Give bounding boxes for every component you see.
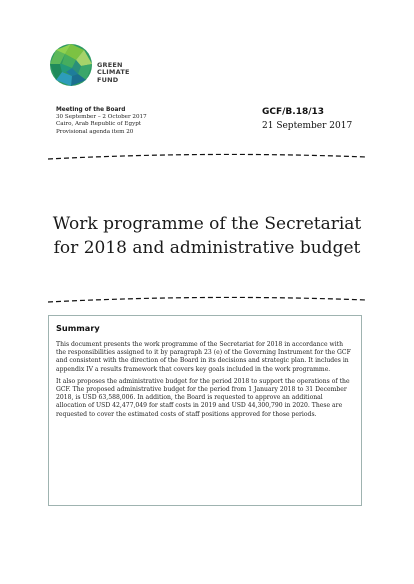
document-title (40, 212, 374, 260)
meeting-location: Cairo, Arab Republic of Egypt (56, 121, 142, 128)
meeting-agenda-item: Provisional agenda item 20 (56, 128, 134, 135)
meeting-title: Meeting of the Board (56, 107, 126, 113)
summary-box (48, 315, 362, 506)
logo-wordmark (97, 62, 130, 84)
meeting-info (56, 107, 147, 136)
gcf-logo (48, 42, 158, 94)
globe-logo-icon (48, 42, 94, 88)
meeting-dates: 30 September – 2 October 2017 (56, 114, 147, 121)
document-date: 21 September 2017 (262, 121, 353, 131)
summary-paragraph-2: It also proposes the administrative budget for the period 2018 to support the operations of the GCF. The proposed administrative budget for the period from 1 January 2018 to 31 December 2018, is USD 63,588,006. In addition, the Board is requested to approve an additional allocation of USD 42,477,049 for staff costs in 2019 and USD 44,300,790 in 2020. These are requested to cover the estimated costs of staff positions approved for those periods. (56, 377, 350, 418)
title-line-1: Work programme of the Secretariat (52, 214, 362, 234)
summary-paragraph-1: This document presents the work programme of the Secretariat for 2018 in accordance with the responsibilities assigned to it by paragraph 23 (e) of the Governing Instrument for the GCF and consistent with the direction of the Board in its decisions and strategic plan. It includes in appendix IV a results framework that covers key goals included in the work programme. (56, 341, 351, 373)
document-reference (262, 107, 352, 131)
logo-line-green: GREEN (97, 61, 123, 69)
top-wave-divider (48, 150, 366, 162)
logo-line-climate: CLIMATE (97, 68, 130, 77)
bottom-wave-divider (48, 293, 366, 305)
title-line-2: for 2018 and administrative budget (53, 238, 361, 258)
summary-heading: Summary (56, 323, 100, 333)
logo-line-fund: FUND (97, 75, 119, 84)
document-code: GCF/B.18/13 (262, 107, 325, 117)
